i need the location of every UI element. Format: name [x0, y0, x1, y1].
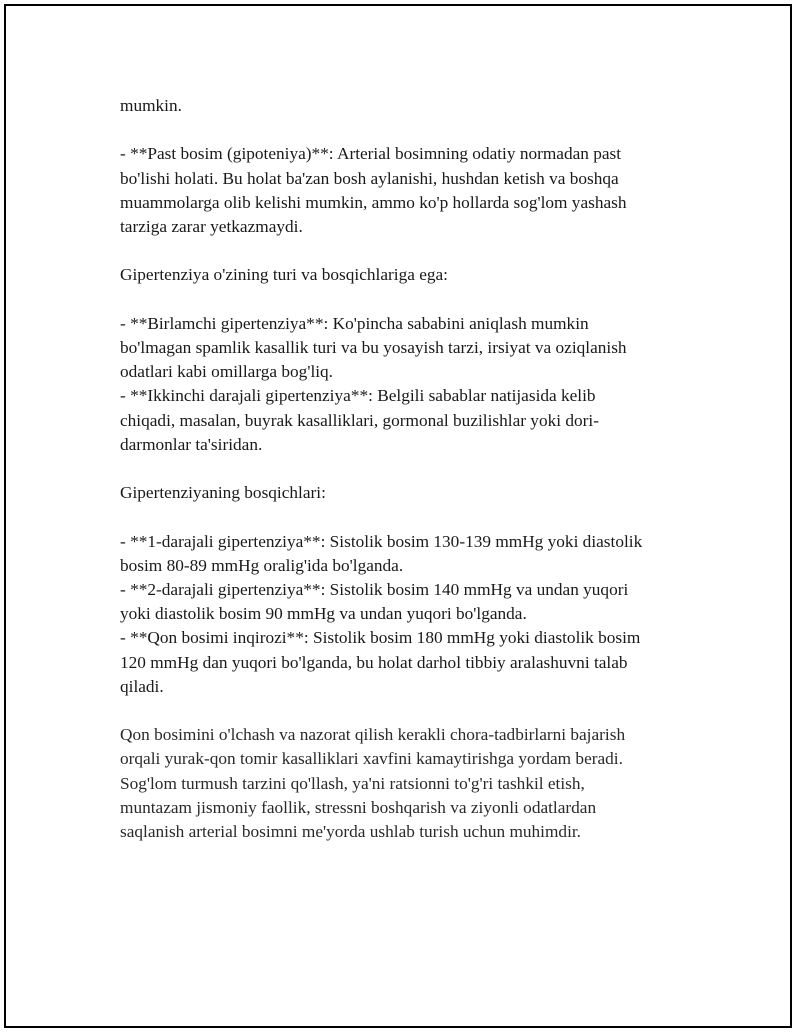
paragraph-types-list: - **Birlamchi gipertenziya**: Ko'pincha sababini aniqlash mumkin bo'lmagan spamlik kasallik turi va bu yosayish tarzi, irsiyat va oziqlanish odatlari kabi omillarga bog'liq. - **Ikkinchi darajali gipertenziya**: Belgili sabablar natijasida kelib chiqadi, masalan, buyrak kasalliklari, gormonal buzilishlar yoki dori- darmonlar ta'siridan. — [120, 313, 627, 454]
paragraph-gap — [120, 457, 690, 481]
paragraph-past-bosim: - **Past bosim (gipoteniya)**: Arterial bosimning odatiy normadan past bo'lishi holati. Bu holat ba'zan bosh aylanishi, hushdan ketish va boshqa muammolarga olib kelishi mumkin, ammo ko'p hollarda sog'lom yashash tarziga zarar yetkazmaydi. — [120, 144, 627, 236]
paragraph-gap — [120, 699, 690, 723]
paragraph-types-intro: Gipertenziya o'zining turi va bosqichlariga ega: — [120, 265, 448, 285]
paragraph-conclusion: Qon bosimini o'lchash va nazorat qilish kerakli chora-tadbirlarni bajarish orqali yurak-qon tomir kasalliklari xavfini kamaytirishga yordam beradi. Sog'lom turmush tarzini qo'llash, ya'ni ratsionni to'g'ri tashkil etish, muntazam jismoniy faollik, stressni boshqarish va ziyonli odatlardan saqlanish arterial bosimni me'yorda ushlab turish uchun muhimdir. — [120, 725, 626, 841]
paragraph-gap — [120, 288, 690, 312]
paragraph-stages-list: - **1-darajali gipertenziya**: Sistolik bosim 130-139 mmHg yoki diastolik bosim 80-89 mmHg oralig'ida bo'lganda. - **2-darajali gipertenziya**: Sistolik bosim 140 mmHg va undan yuqori yoki diastolik bosim 90 mmHg va undan yuqori bo'lganda. - **Qon bosimi inqirozi**: Sistolik bosim 180 mmHg yoki diastolik bosim 120 mmHg dan yuqori bo'lganda, bu holat darhol tibbiy aralashuvni talab qiladi. — [120, 531, 643, 696]
paragraph-gap — [120, 239, 690, 263]
paragraph-gap — [120, 505, 690, 529]
paragraph-stages-intro: Gipertenziyaning bosqichlari: — [120, 483, 326, 503]
paragraph-gap — [120, 118, 690, 142]
paragraph-mumkin: mumkin. — [120, 96, 182, 115]
document-body — [120, 94, 690, 844]
document-page — [4, 4, 792, 1028]
